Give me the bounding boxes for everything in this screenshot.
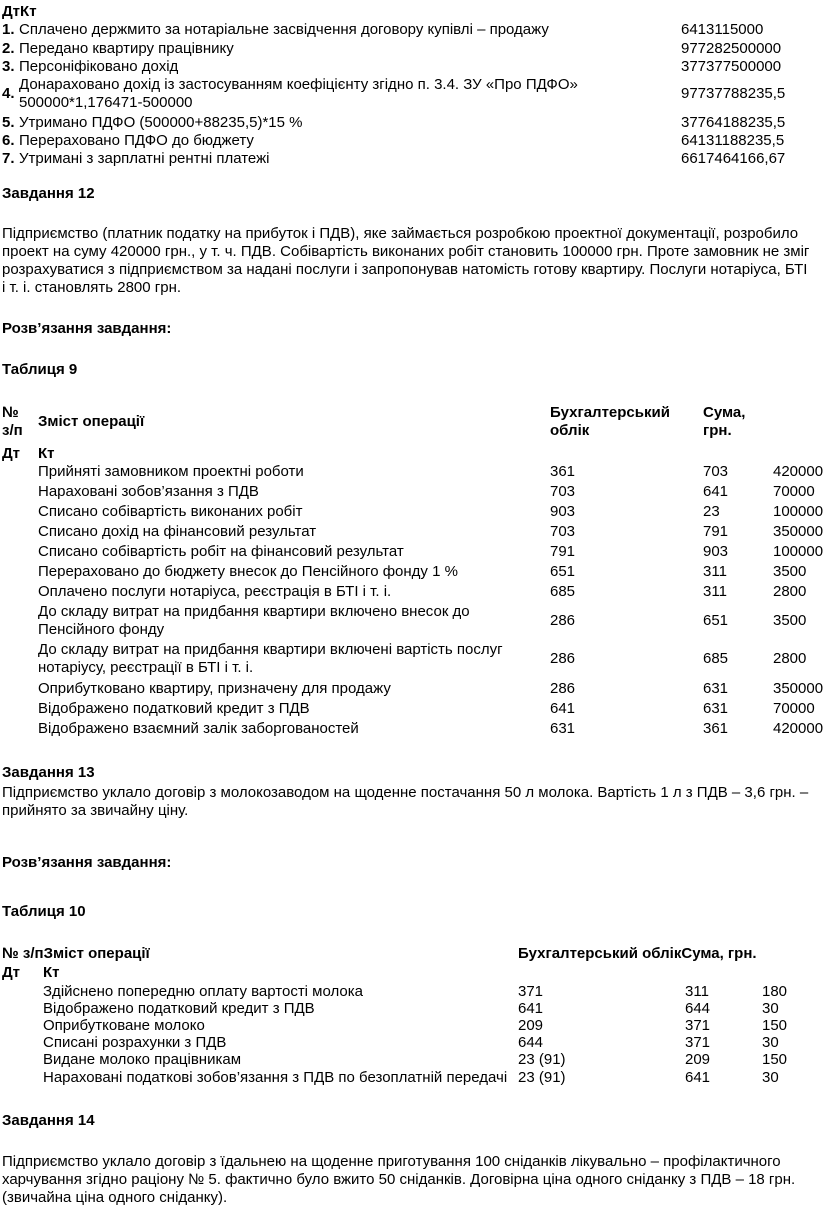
row-text: Передано квартиру працівнику	[19, 40, 234, 57]
sum-value: 30	[762, 1034, 779, 1051]
credit-account: 23	[703, 503, 720, 520]
row-value: 977282500000	[681, 40, 782, 57]
debit-account: 644	[518, 1034, 544, 1051]
sum-value: 180	[762, 983, 788, 1000]
operation-text: Списані розрахунки з ПДВ	[43, 1034, 227, 1051]
operation-text: Відображено податковий кредит з ПДВ	[43, 1000, 315, 1017]
col-header-credit: Кт	[38, 445, 55, 462]
row-text: Утримані з зарплатні рентні платежі	[19, 150, 270, 167]
col-header-sum: Сума, грн.	[703, 404, 746, 439]
sum-value: 420000	[773, 463, 823, 480]
operation-text: До складу витрат на придбання квартири включені вартість послуг нотаріусу, реєстрації в БТІ і т. і.	[38, 641, 503, 676]
debit-account: 371	[518, 983, 544, 1000]
debit-account: 791	[550, 543, 576, 560]
credit-account: 311	[703, 563, 727, 580]
credit-account: 644	[685, 1000, 711, 1017]
credit-account: 651	[703, 612, 729, 629]
sum-value: 100000	[773, 543, 823, 560]
row-text-line2: 500000*1,176471-500000	[19, 94, 193, 111]
operation-text: Видане молоко працівникам	[43, 1051, 242, 1068]
debit-account: 903	[550, 503, 576, 520]
row-text: Персоніфіковано дохід	[19, 58, 179, 75]
credit-account: 371	[685, 1034, 711, 1051]
credit-account: 631	[703, 700, 729, 717]
table10-title: Таблиця 10	[2, 903, 86, 920]
operation-text: Списано собівартість виконаних робіт	[38, 503, 303, 520]
row-text: Перераховано ПДФО до бюджету	[19, 132, 254, 149]
credit-account: 641	[685, 1069, 711, 1086]
operation-text: Оприбутковане молоко	[43, 1017, 205, 1034]
operation-text: Перераховано до бюджету внесок до Пенсійного фонду 1 %	[38, 563, 458, 580]
credit-account: 685	[703, 650, 729, 667]
sum-value: 350000	[773, 523, 823, 540]
operation-text: Здійснено попередню оплату вартості молока	[43, 983, 364, 1000]
credit-account: 641	[703, 483, 729, 500]
sum-value: 2800	[773, 650, 807, 667]
operation-text: Списано дохід на фінансовий результат	[38, 523, 317, 540]
sum-value: 420000	[773, 720, 823, 737]
row-number: 3.	[2, 58, 15, 75]
credit-account: 311	[703, 583, 727, 600]
debit-account: 703	[550, 523, 576, 540]
task12-solution-heading: Розв’язання завдання:	[2, 320, 172, 337]
table9-title: Таблиця 9	[2, 361, 78, 378]
credit-account: 311	[685, 983, 709, 1000]
row-number: 1.	[2, 21, 15, 38]
row-number: 6.	[2, 132, 15, 149]
col-header-accounting: Бухгалтерський облік	[550, 404, 670, 439]
debit-account: 703	[550, 483, 576, 500]
sum-value: 350000	[773, 680, 823, 697]
debit-account: 209	[518, 1017, 544, 1034]
row-number: 4.	[2, 85, 15, 102]
col-header-credit: Кт	[43, 964, 60, 981]
sum-value: 3500	[773, 612, 807, 629]
operation-text: Оплачено послуги нотаріуса, реєстрація в БТІ і т. і.	[38, 583, 392, 600]
row-text: Утримано ПДФО (500000+88235,5)*15 %	[19, 114, 303, 131]
col-header-number-content: № з/пЗміст операції	[2, 945, 150, 962]
sum-value: 150	[762, 1051, 788, 1068]
credit-account: 371	[685, 1017, 711, 1034]
sum-value: 100000	[773, 503, 823, 520]
row-text: Донараховано дохід із застосуванням коефіцієнту згідно п. 3.4. ЗУ «Про ПДФО»	[19, 76, 578, 93]
debit-account: 641	[518, 1000, 544, 1017]
debit-account: 631	[550, 720, 576, 737]
operation-text: Нараховані зобов’язання з ПДВ	[38, 483, 259, 500]
operation-text: Списано собівартість робіт на фінансовий результат	[38, 543, 404, 560]
operation-text: Нараховані податкові зобов’язання з ПДВ по безоплатній передачі	[43, 1069, 508, 1086]
row-number: 7.	[2, 150, 15, 167]
task13-text: Підприємство уклало договір з молокозаводом на щоденне постачання 50 л молока. Вартість 1 л з ПДВ – 3,6 грн. – прийнято за звичайну ціну.	[2, 784, 809, 819]
task14-heading: Завдання 14	[2, 1112, 95, 1129]
col-header-debit: Дт	[2, 964, 21, 981]
operation-text: Відображено податковий кредит з ПДВ	[38, 700, 310, 717]
credit-account: 209	[685, 1051, 711, 1068]
debit-account: 286	[550, 612, 576, 629]
row-number: 5.	[2, 114, 15, 131]
row-value: 377377500000	[681, 58, 782, 75]
task12-text: Підприємство (платник податку на прибуток і ПДВ), яке займається розробкою проектної документації, розробило проект на суму 420000 грн., у т. ч. ПДВ. Собівартість виконаних робіт становить 100000 грн. Проте замовник не зміг розрахуватися з підприємством за надані послуги і запропонував натомість готову квартиру. Послуги нотаріуса, БТІ і т. і. становлять 2800 грн.	[2, 225, 810, 296]
task13-heading: Завдання 13	[2, 764, 95, 781]
credit-account: 703	[703, 463, 729, 480]
task13-solution-heading: Розв’язання завдання:	[2, 854, 172, 871]
credit-account: 791	[703, 523, 729, 540]
debit-account: 23 (91)	[518, 1051, 566, 1068]
debit-account: 361	[550, 463, 576, 480]
sum-value: 30	[762, 1069, 779, 1086]
sum-value: 30	[762, 1000, 779, 1017]
row-value: 97737788235,5	[681, 85, 786, 102]
col-header-accounting-sum: Бухгалтерський облікСума, грн.	[518, 945, 757, 962]
row-value: 37764188235,5	[681, 114, 786, 131]
sum-value: 3500	[773, 563, 807, 580]
debit-account: 286	[550, 680, 576, 697]
debit-account: 641	[550, 700, 576, 717]
row-value: 6413115000	[681, 21, 764, 38]
col-header-content: Зміст операції	[38, 413, 145, 430]
sum-value: 70000	[773, 483, 815, 500]
sum-value: 150	[762, 1017, 788, 1034]
credit-account: 361	[703, 720, 729, 737]
operation-text: Оприбутковано квартиру, призначену для продажу	[38, 680, 391, 697]
debit-account: 685	[550, 583, 576, 600]
debit-account: 651	[550, 563, 576, 580]
row-value: 6617464166,67	[681, 150, 786, 167]
task12-heading: Завдання 12	[2, 185, 95, 202]
operation-text: Прийняті замовником проектні роботи	[38, 463, 304, 480]
top-table-header: ДтКт	[2, 3, 37, 20]
col-header-debit: Дт	[2, 445, 21, 462]
operation-text: До складу витрат на придбання квартири включено внесок до Пенсійного фонду	[38, 603, 470, 638]
row-text: Сплачено держмито за нотаріальне засвідчення договору купівлі – продажу	[19, 21, 549, 38]
row-value: 64131188235,5	[681, 132, 785, 149]
row-number: 2.	[2, 40, 15, 57]
sum-value: 70000	[773, 700, 815, 717]
credit-account: 631	[703, 680, 729, 697]
credit-account: 903	[703, 543, 729, 560]
col-header-number: № з/п	[2, 404, 23, 439]
debit-account: 286	[550, 650, 576, 667]
debit-account: 23 (91)	[518, 1069, 566, 1086]
operation-text: Відображено взаємний залік заборгованостей	[38, 720, 359, 737]
sum-value: 2800	[773, 583, 807, 600]
task14-text: Підприємство уклало договір з їдальнею на щоденне приготування 100 сніданків лікувально – профілактичного харчування згідно раціону № 5. фактично було вжито 50 сніданків. Договірна ціна одного сніданку з ПДВ – 18 грн. (звичайна ціна одного сніданку).	[2, 1153, 796, 1206]
